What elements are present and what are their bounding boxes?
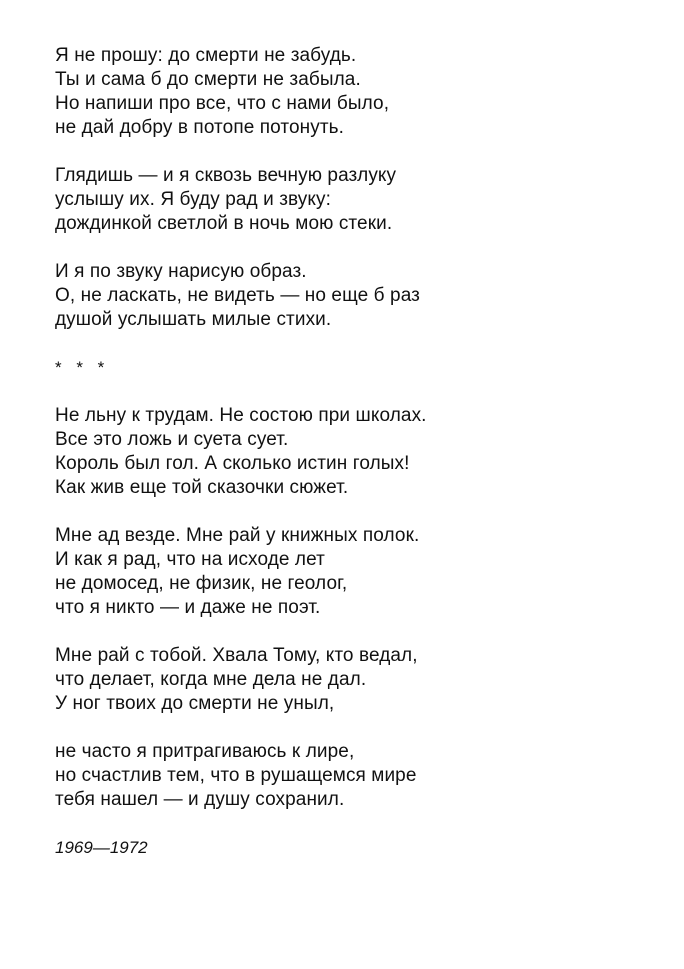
poem-date: 1969—1972	[55, 838, 148, 857]
stanza	[55, 644, 655, 716]
poem-line: И как я рад, что на исходе лет	[55, 549, 325, 570]
stanza	[55, 740, 655, 812]
poem-line: дождинкой светлой в ночь мою стеки.	[55, 213, 393, 234]
poem-line: что делает, когда мне дела не дал.	[55, 669, 367, 690]
poem-line: душой услышать милые стихи.	[55, 309, 332, 330]
poem-line: услышу их. Я буду рад и звуку:	[55, 189, 332, 210]
poem-line: Но напиши про все, что с нами было,	[55, 93, 390, 114]
poem-line: тебя нашел — и душу сохранил.	[55, 789, 345, 810]
poem-line: Не льну к трудам. Не состою при школах.	[55, 405, 427, 426]
poem-line: Как жив еще той сказочки сюжет.	[55, 477, 349, 498]
poem-line: Мне рай с тобой. Хвала Тому, кто ведал,	[55, 645, 418, 666]
stanza	[55, 44, 655, 140]
stanza	[55, 164, 655, 236]
poem-line: Глядишь — и я сквозь вечную разлуку	[55, 165, 397, 186]
stanza	[55, 524, 655, 620]
poem-line: У ног твоих до смерти не уныл,	[55, 693, 335, 714]
poem-line: но счастлив тем, что в рушащемся мире	[55, 765, 417, 786]
poem-line: Мне ад везде. Мне рай у книжных полок.	[55, 525, 420, 546]
poem-line: не дай добру в потопе потонуть.	[55, 117, 345, 138]
section-separator: * * *	[55, 358, 110, 377]
poem-text	[55, 44, 655, 860]
poem-line: Все это ложь и суета сует.	[55, 429, 289, 450]
poem-line: И я по звуку нарисую образ.	[55, 261, 307, 282]
poem-line: Я не прошу: до смерти не забудь.	[55, 45, 357, 66]
poem-line: не часто я притрагиваюсь к лире,	[55, 741, 355, 762]
poem-line: О, не ласкать, не видеть — но еще б раз	[55, 285, 420, 306]
poem-line: Король был гол. А сколько истин голых!	[55, 453, 410, 474]
poem-line: не домосед, не физик, не геолог,	[55, 573, 348, 594]
stanza	[55, 404, 655, 500]
poem-line: что я никто — и даже не поэт.	[55, 597, 321, 618]
poem-line: Ты и сама б до смерти не забыла.	[55, 69, 361, 90]
stanza	[55, 260, 655, 332]
